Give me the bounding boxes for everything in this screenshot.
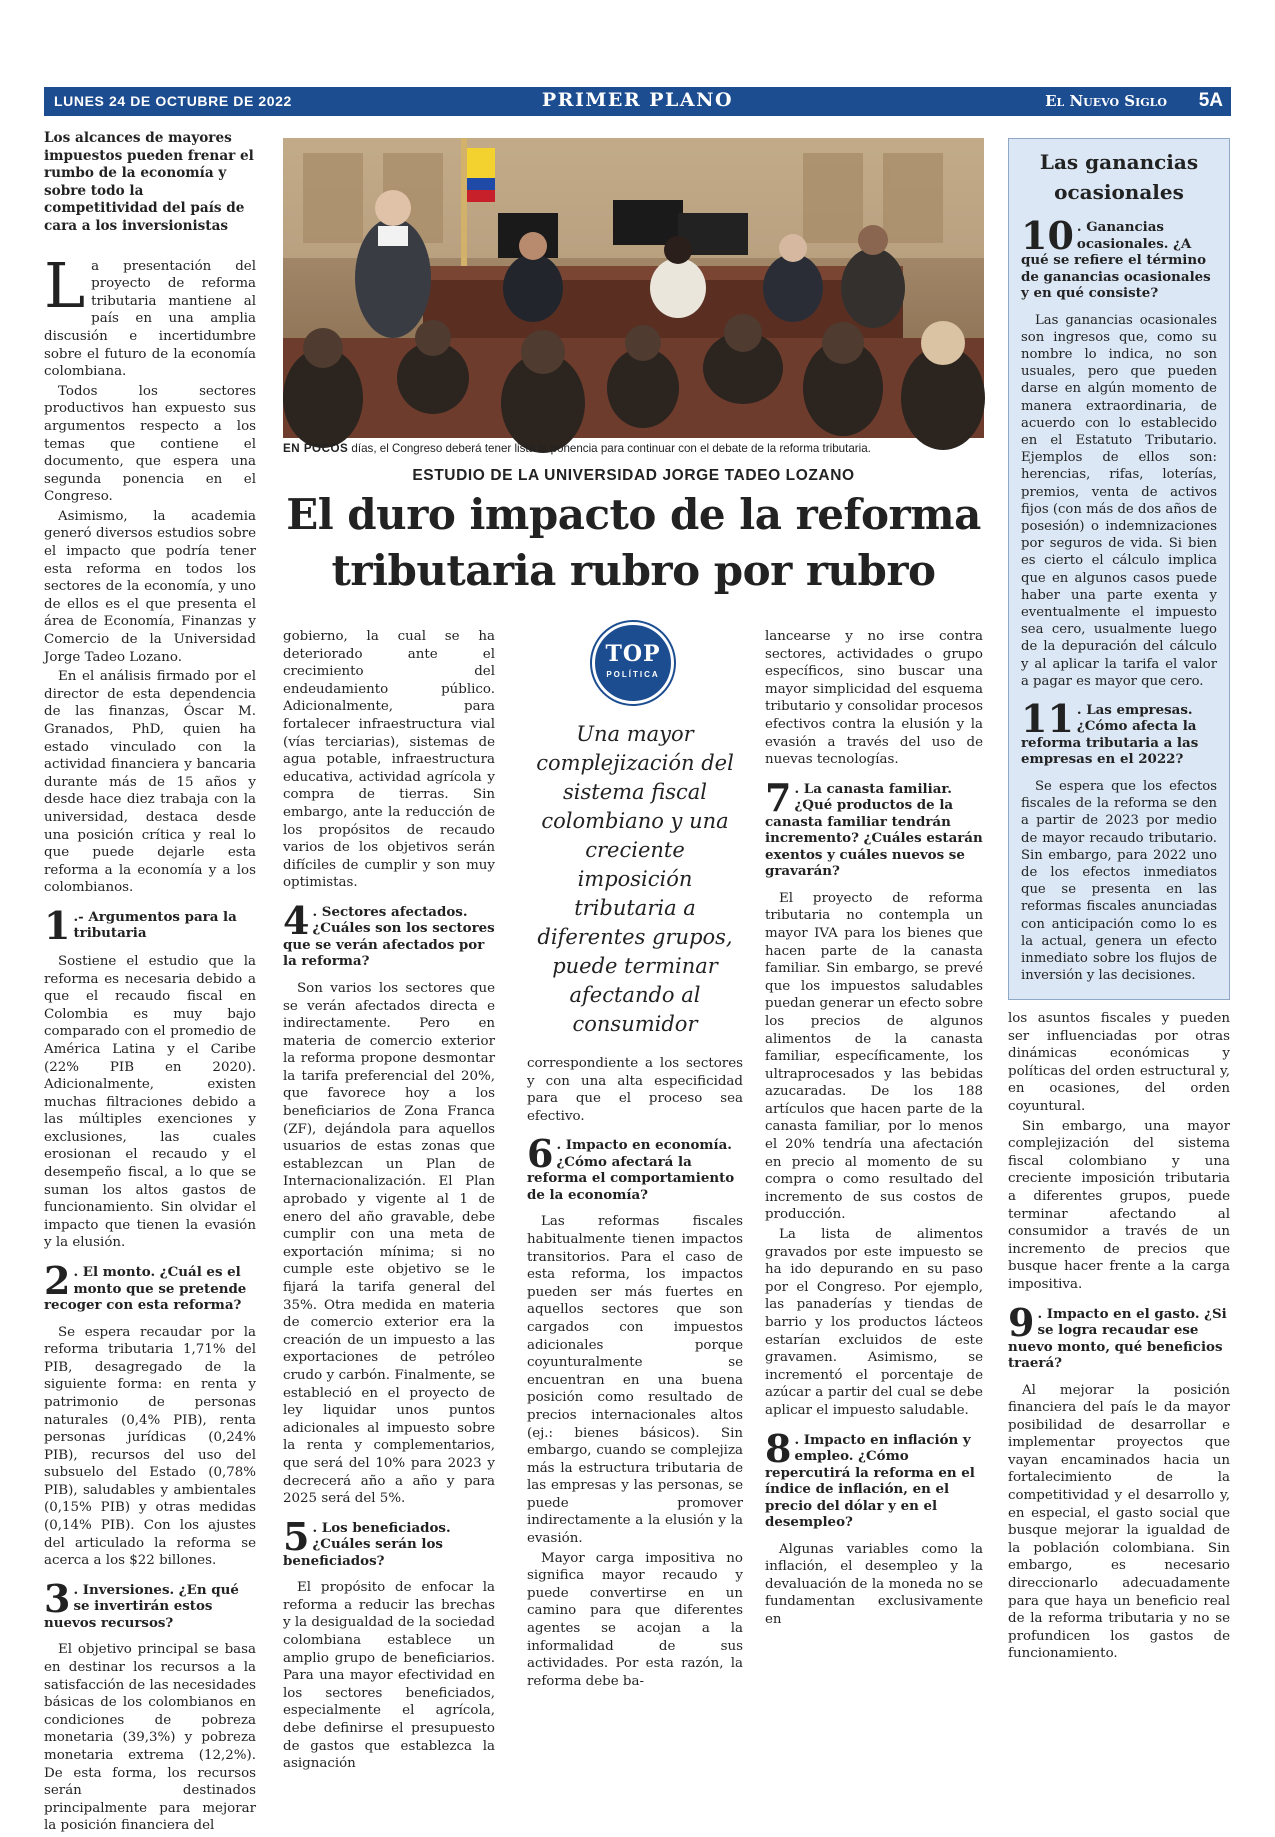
question-heading-11: 11 . Las empresas. ¿Cómo afecta la reforma tributaria a las empresas en el 2022? bbox=[1021, 695, 1199, 768]
body-paragraph: Al mejorar la posición financiera del país le da mayor posibilidad de desarrollar e implementar proyectos que vayan encaminados hacia un fortalecimiento de la competitividad y el desarrollo y, en especial, el gasto social que busque mejorar la igualdad de la población colombiana. Sin embargo, es necesario direccionarlo adecuadamente para que haya un beneficio real de la reforma tributaria y no se profundicen los gastos de funcionamiento. bbox=[1008, 1382, 1230, 1662]
masthead-bar bbox=[44, 87, 1231, 116]
body-paragraph: gobierno, la cual se ha deteriorado ante el crecimiento del endeudamiento público. Adicionalmente, para fortalecer infraestructura vial (vías terciarias), sistemas de agua potable, infraestructura educativa, actividad agrícola y compra de tierras. Sin embargo, ante la reducción de los propósitos de recaudo varios de los objetivos serán difíciles de cumplir y son muy optimistas. bbox=[283, 629, 495, 891]
body-paragraph: Algunas variables como la inflación, el desempleo y la devaluación de la moneda no se fundamentan exclusivamente en bbox=[765, 1541, 983, 1627]
body-paragraph: Las ganancias ocasionales son ingresos que, como su nombre lo indica, no son usuales, pero que pueden darse en algún momento de manera extraordinaria, de acuerdo con lo establecido en el Estatuto Tributario. Ejemplos de ellos son: herencias, rifas, loterías, premios, venta de activos fijos (con más de dos años de posesión) o indemnizaciones por seguros de vida. Si bien es cierto el cálculo implica que en algunos casos puede haber una parte exenta y eventualmente el impuesto sea cero, usualmente luego de la depuración del cálculo y al aplicar la tarifa el valor a pagar es mayor que cero. bbox=[1021, 312, 1217, 689]
body-paragraph: Son varios los sectores que se verán afectados directa e indirectamente. Pero en materia de comercio exterior la reforma propone desmontar la tarifa preferencial del 20%, que favorece hoy a los beneficiarios de Zona Franca (ZF), dejándola para aquellos usuarios de estas zonas que establezcan un Plan de Internacionalización. El Plan aprobado y vigente al 1 de enero del año gravable, debe cumplir con una meta de exportación mínima; si no cumple este objetivo se le fijará la tarifa general del 35%. Otra medida en materia de comercio exterior era la creación de un impuesto a las exportaciones de petróleo crudo y carbón. Finalmente, se estableció en el proyecto de ley liquidar unos puntos adicionales al impuesto sobre la renta y complementarios, que será del 10% para 2023 y decrecerá año a año y para 2025 será del 5%. bbox=[283, 980, 495, 1507]
article-deck: Los alcances de mayores impuestos pueden frenar el rumbo de la economía y sobre todo la competitividad del país de cara a los inversionistas bbox=[44, 130, 254, 234]
drop-cap: L bbox=[44, 248, 86, 322]
body-paragraph: Sostiene el estudio que la reforma es necesaria debido a que el recaudo fiscal en Colombia es muy bajo comparado con el promedio de América Latina y el Caribe (22% PIB en 2020). Adicionalmente, existen muchas filtraciones debido a las múltiples exenciones y exclusiones, las cuales erosionan el recaudo y el desempeño fiscal, a lo que se suman los altos gastos de funcionamiento. Sin olvidar el impacto que tienen la evasión y la elusión. bbox=[44, 953, 256, 1251]
question-heading-9: 9 . Impacto en el gasto. ¿Si se logra recaudar ese nuevo monto, qué beneficios traerá? bbox=[1008, 1299, 1227, 1371]
body-paragraph: En el análisis firmado por el director de esta dependencia de las finanzas, Óscar M. Granados, PhD, quien ha estado vinculado con la actividad financiera y bancaria durante más de 15 años y desde hace diez trabaja con la universidad, destaca desde una posición crítica y real lo que puede dejarle esta reforma a la economía y a los colombianos. bbox=[44, 669, 256, 896]
sidebar-title: Las ganancias ocasionales bbox=[1039, 150, 1199, 204]
newspaper-name: El Nuevo Siglo bbox=[1045, 92, 1167, 110]
body-paragraph: El propósito de enfocar la reforma a reducir las brechas y la desigualdad de la sociedad colombiana establece un amplio grupo de beneficiarios. Para una mayor efectividad en los sectores beneficiados, especialmente el agrícola, debe definirse el presupuesto de gastos que establezca la asignación bbox=[283, 1580, 495, 1772]
column-4 bbox=[765, 628, 983, 1631]
body-paragraph: El proyecto de reforma tributaria no contempla un mayor IVA para los bienes que hacen parte de la canasta familiar. Sin embargo, se prevé que los impuestos saludables puedan generar un efecto sobre los precios de algunos alimentos de la canasta familiar, específicamente, los ultraprocesados y las bebidas azucaradas. De los 188 artículos que hacen parte de la canasta familiar, por lo menos el 20% tendría una afectación en precio al momento de su compra o como resultado del incremento de sus costos de producción. bbox=[765, 890, 983, 1223]
body-paragraph: El objetivo principal se basa en destinar los recursos a la satisfacción de las necesidades básicas de los colombianos en condiciones de pobreza monetaria (39,3%) y pobreza monetaria extrema (12,2%). De esta forma, los recursos serán destinados principalmente para mejorar la posición financiera del bbox=[44, 1642, 256, 1834]
body-paragraph: Se espera recaudar por la reforma tributaria 1,71% del PIB, desagregado de la siguiente forma: en renta y patrimonio de personas naturales (0,4% PIB), renta personas jurídicas (0,24% PIB), recursos del uso del subsuelo del Estado (0,78% PIB), saludables y ambientales (0,15% PIB) y otras medidas (0,14% PIB). Con los ajustes del articulado la reforma se acerca a los $22 billones. bbox=[44, 1324, 256, 1569]
body-paragraph: Asimismo, la academia generó diversos estudios sobre el impacto que podría tener esta reforma en todos los sectores de la economía, y uno de ellos es el que presenta el área de Economía, Finanzas y Comercio de la Universidad Jorge Tadeo Lozano. bbox=[44, 508, 256, 665]
photo-caption: EN POCOS días, el Congreso deberá tener lista la ponencia para continuar con el debate de la reforma tributaria. bbox=[283, 442, 871, 455]
column-5 bbox=[1008, 1010, 1230, 1665]
column-2 bbox=[283, 628, 495, 1775]
section-title: PRIMER PLANO bbox=[541, 89, 734, 111]
intro-paragraph: La presentación del proyecto de reforma tributaria mantiene al país en una amplia discusión e incertidumbre sobre el futuro de la economía colombiana. bbox=[44, 248, 256, 380]
body-paragraph: Sin embargo, una mayor complejización del sistema fiscal colombiano y una creciente imposición tributaria a diferentes grupos, puede terminar afectando al consumidor a través de un incremento de precios que busque hacer frente a la carga impositiva. bbox=[1008, 1118, 1230, 1292]
question-heading-2: 2 . El monto. ¿Cuál es el monto que se pretende recoger con esta reforma? bbox=[44, 1258, 247, 1314]
sidebar-box bbox=[1008, 138, 1230, 1000]
pull-quote: Una mayor complejización del sistema fiscal colombiano y una creciente imposición tributaria a diferentes grupos, puede terminar afectando al consumidor bbox=[536, 722, 734, 1036]
body-paragraph: Se espera que los efectos fiscales de la reforma se den a partir de 2023 por medio de mayor recaudo tributario. Sin embargo, para 2022 uno de los efectos inmediatos que se presenta en las reformas fiscales anunciadas con anticipación como lo es la actual, genera un efecto inmediato sobre los flujos de inversión y las decisiones. bbox=[1021, 778, 1217, 984]
question-heading-8: 8 . Impacto en inflación y empleo. ¿Cómo repercutirá la reforma en el índice de inflación, en el precio del dólar y en el desempleo? bbox=[765, 1425, 975, 1531]
congress-photo bbox=[283, 138, 984, 438]
body-paragraph: Mayor carga impositiva no significa mayor recaudo y puede convertirse en un camino para que diferentes agentes se acojan a la informalidad de sus actividades. Por esta razón, la reforma debe ba- bbox=[527, 1550, 743, 1689]
question-heading-6: 6 . Impacto en economía. ¿Cómo afectará la reforma el comportamiento de la economía? bbox=[527, 1131, 735, 1203]
body-paragraph: correspondiente a los sectores y con una alta especificidad para que el proceso sea efectivo. bbox=[527, 1056, 743, 1124]
body-paragraph: los asuntos fiscales y pueden ser influenciadas por otras dinámicas económicas y políticas del orden estructural y, en ocasiones, del orden coyuntural. bbox=[1008, 1011, 1230, 1114]
question-heading-7: 7 . La canasta familiar. ¿Qué productos de la canasta familiar tendrán incremento? ¿Cuáles estarán exentos y cuáles nuevos se gravarán? bbox=[765, 774, 983, 880]
sidebar-body bbox=[1009, 213, 1229, 984]
congress-session-image bbox=[283, 138, 984, 438]
question-heading-1: 1 .- Argumentos para la tributaria bbox=[44, 902, 237, 948]
page-number: 5A bbox=[1198, 90, 1223, 111]
question-heading-3: 3 . Inversiones. ¿En qué se invertirán estos nuevos recursos? bbox=[44, 1575, 239, 1631]
question-heading-5: 5 . Los beneficiados. ¿Cuáles serán los beneficiados? bbox=[283, 1513, 451, 1569]
headline: El duro impacto de la reforma tributaria rubro por rubro bbox=[286, 490, 981, 595]
issue-date: LUNES 24 DE OCTUBRE DE 2022 bbox=[54, 93, 292, 109]
column-1 bbox=[44, 130, 256, 1837]
body-paragraph: lancearse y no irse contra sectores, actividades o grupo específicos, sino buscar una mayor simplicidad del esquema tributario y consolidar procesos efectivos contra la elusión y la evasión a través del uso de nuevas tecnologías. bbox=[765, 629, 983, 768]
column-3 bbox=[527, 1055, 743, 1692]
question-heading-4: 4 . Sectores afectados. ¿Cuáles son los sectores que se verán afectados por la reforma? bbox=[283, 897, 495, 970]
question-heading-10: 10 . Ganancias ocasionales. ¿A qué se refiere el término de ganancias ocasionales y en qué consiste? bbox=[1021, 213, 1211, 301]
body-paragraph: Las reformas fiscales habitualmente tienen impactos transitorios. Para el caso de esta reforma, los impactos pueden ser más fuertes en aquellos sectores que son cargados con impuestos adicionales porque coyunturalmente se encuentran en una buena posición como resultado de precios internacionales altos (ej.: bienes básicos). Sin embargo, cuando se complejiza más la estructura tributaria de las empresas y las personas, se puede promover indirectamente a la elusión y la evasión. bbox=[527, 1214, 743, 1547]
body-paragraph: La lista de alimentos gravados por este impuesto se ha ido depurando en su paso por el Congreso. Por ejemplo, las panaderías y tiendas de barrio y los productos lácteos estarían excluidos de este gravamen. Asimismo, se incrementó el porcentaje de azúcar a partir del cual se debe aplicar el impuesto saludable. bbox=[765, 1227, 983, 1418]
top-politica-badge: TOP POLÍTICA bbox=[592, 622, 674, 704]
kicker: ESTUDIO DE LA UNIVERSIDAD JORGE TADEO LOZANO bbox=[412, 467, 855, 484]
body-paragraph: Todos los sectores productivos han expuesto sus argumentos respecto a los temas que contiene el documento, que espera una segunda ponencia en el Congreso. bbox=[44, 383, 256, 505]
